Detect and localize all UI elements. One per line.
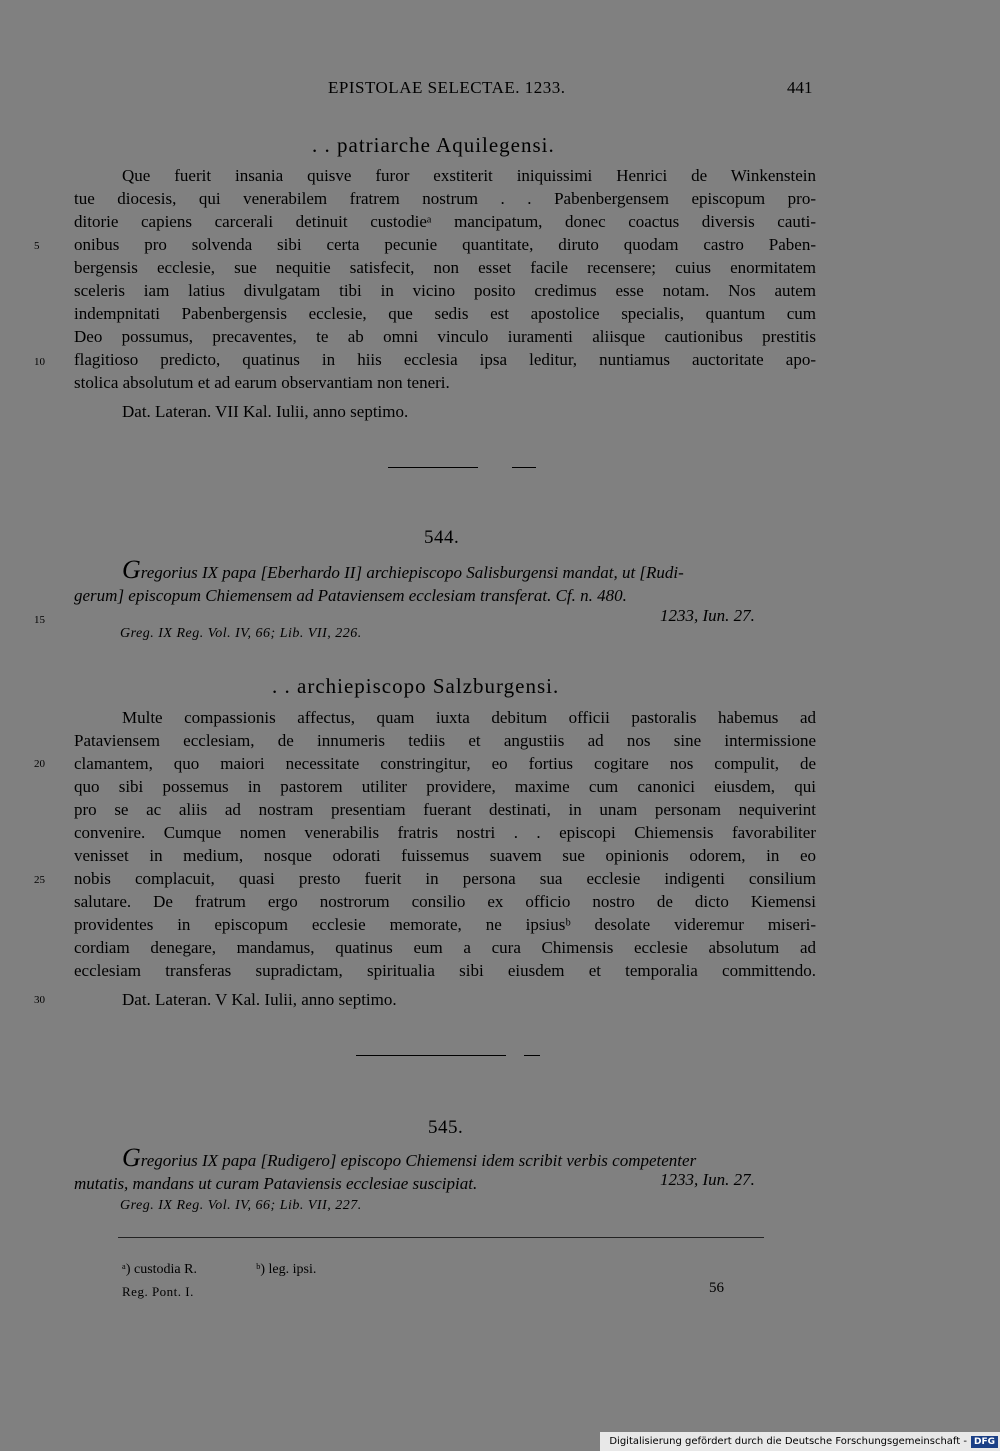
running-title: EPISTOLAE SELECTAE. 1233. — [328, 78, 566, 97]
running-header — [0, 78, 1000, 102]
text-line: flagitioso predicto, quatinus in hiis ecclesia ipsa leditur, nuntiamus auctoritate apo- — [74, 350, 816, 369]
regest-line: regorius IX papa [Eberhardo II] archiepiscopo Salisburgensi mandat, ut [Rudi- — [140, 563, 684, 582]
text-line: cordiam denegare, mandamus, quatinus eum a cura Chimensis ecclesie absolutum ad — [74, 938, 816, 957]
digitization-text: Digitalisierung gefördert durch die Deutsche Forschungsgemeinschaft - — [609, 1436, 967, 1447]
text-line: providentes in episcopum ecclesie memorate, ne ipsiusᵇ desolate videremur miseri- — [74, 915, 816, 934]
regest-544 — [74, 555, 816, 607]
text-line: convenire. Cumque nomen venerabilis fratris nostri . . episcopi Chiemensis favorabiliter — [74, 823, 816, 842]
initial-capital: G — [122, 555, 141, 584]
text-line: quo sibi possemus in pastorem utiliter providere, maxime cum canonici eiusdem, qui — [74, 777, 816, 796]
text-line: venisset in medium, nosque odorati fuissemus suavem sue opinionis odorem, in eo — [74, 846, 816, 865]
section-divider — [512, 467, 536, 468]
text-line: stolica absolutum et ad earum observantiam non teneri. — [74, 373, 450, 392]
footnote-rule — [118, 1237, 764, 1238]
text-line: indempnitati Pabenbergensis ecclesie, que sedis est apostolice specialis, quantum cum — [74, 304, 816, 323]
regest-line: regorius IX papa [Rudigero] episcopo Chiemensi idem scribit verbis competenter — [140, 1151, 697, 1170]
digitization-notice — [600, 1432, 1000, 1451]
text-line: Pataviensem ecclesiam, de innumeris tediis et angustiis ad nos sine intermissione — [74, 731, 816, 750]
regest-date: 1233, Iun. 27. — [660, 606, 755, 625]
text-line: Que fuerit insania quisve furor exstiterit iniquissimi Henrici de Winkenstein — [122, 166, 816, 185]
text-line: nobis complacuit, quasi presto fuerit in persona sua ecclesie indigenti consilium — [74, 869, 816, 888]
letter-date: Dat. Lateran. VII Kal. Iulii, anno septimo. — [122, 402, 409, 421]
page-number: 441 — [787, 78, 813, 97]
source-reference: Greg. IX Reg. Vol. IV, 66; Lib. VII, 227. — [120, 1198, 362, 1213]
section-divider — [388, 467, 478, 468]
regest-line: gerum] episcopum Chiemensem ad Pataviensem ecclesiam transferat. Cf. n. 480. — [74, 586, 627, 605]
line-number: 30 — [34, 994, 45, 1006]
source-reference: Greg. IX Reg. Vol. IV, 66; Lib. VII, 226. — [120, 626, 362, 641]
line-number: 10 — [34, 356, 45, 368]
text-line: Deo possumus, precaventes, te ab omni vinculo iuramenti aliisque cautionibus prestitis — [74, 327, 816, 346]
letter-date: Dat. Lateran. V Kal. Iulii, anno septimo. — [122, 990, 397, 1009]
text-line: ditorie capiens carcerali detinuit custodieᵃ mancipatum, donec coactus diversis cauti- — [74, 212, 816, 231]
letter-address-heading: . . patriarche Aquilegensi. — [312, 133, 555, 157]
text-line: ecclesiam transferas supradictam, spiritualia sibi eiusdem et temporalia committendo. — [74, 961, 816, 980]
text-line: pro se ac aliis ad nostram presentiam fuerant destinati, in unam personam nequiverint — [74, 800, 816, 819]
letter-address-heading: . . archiepiscopo Salzburgensi. — [272, 674, 560, 698]
sheet-number: 56 — [709, 1280, 724, 1296]
text-line: bergensis ecclesie, sue nequitie satisfecit, non esset facile recensere; cuius enormitatem — [74, 258, 816, 277]
text-line: clamantem, quo maiori necessitate constringitur, eo fortius cogitare nos compulit, de — [74, 754, 816, 773]
line-number: 25 — [34, 874, 45, 886]
letter-body-544 — [74, 706, 816, 982]
text-line: salutare. De fratrum ergo nostrorum consilio ex officio nostro de dicto Kiemensi — [74, 892, 816, 911]
footnote-b: ᵇ) leg. ipsi. — [256, 1262, 317, 1277]
letter-body-543 — [74, 164, 816, 394]
footnote-a: ᵃ) custodia R. — [122, 1262, 197, 1277]
regest-date: 1233, Iun. 27. — [660, 1170, 755, 1189]
text-line: tue diocesis, qui venerabilem fratrem nostrum . . Pabenbergensem episcopum pro- — [74, 189, 816, 208]
text-line: onibus pro solvenda sibi certa pecunie quantitate, diruto quodam castro Paben- — [74, 235, 816, 254]
line-number: 15 — [34, 614, 45, 626]
text-line: Multe compassionis affectus, quam iuxta debitum officii pastoralis habemus ad — [122, 708, 816, 727]
initial-capital: G — [122, 1143, 141, 1172]
section-divider — [356, 1055, 506, 1056]
document-number: 544. — [424, 527, 460, 548]
dfg-logo: DFG — [971, 1436, 998, 1448]
document-number: 545. — [428, 1117, 464, 1138]
line-number: 20 — [34, 758, 45, 770]
regest-line: mutatis, mandans ut curam Pataviensis ecclesiae suscipiat. — [74, 1174, 478, 1193]
footer-signature: Reg. Pont. I. — [122, 1284, 194, 1299]
line-number: 5 — [34, 240, 40, 252]
text-line: sceleris iam latius divulgatam tibi in vicino posito credimus esse notam. Nos autem — [74, 281, 816, 300]
section-divider — [524, 1055, 540, 1056]
